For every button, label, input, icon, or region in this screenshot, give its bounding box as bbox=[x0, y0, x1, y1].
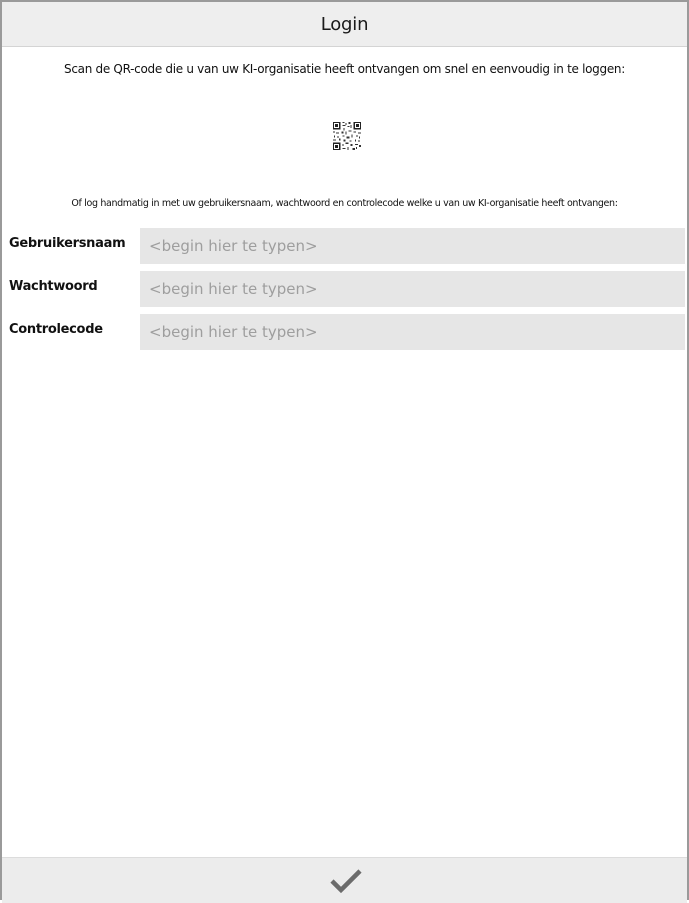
control-code-label: Controlecode bbox=[9, 322, 103, 337]
page-title: Login bbox=[320, 13, 369, 35]
qr-code-icon bbox=[332, 121, 362, 151]
password-input[interactable] bbox=[140, 271, 685, 307]
qr-instructions: Scan de QR-code die u van uw KI-organisatie heeft ontvangen om snel en eenvoudig in te loggen: bbox=[64, 62, 625, 76]
title-bar bbox=[2, 2, 687, 47]
control-code-input[interactable] bbox=[140, 314, 685, 350]
checkmark-icon bbox=[329, 868, 363, 894]
control-code-row bbox=[2, 314, 687, 350]
username-input[interactable] bbox=[140, 228, 685, 264]
username-row bbox=[2, 228, 687, 264]
username-label: Gebruikersnaam bbox=[9, 236, 126, 251]
password-row bbox=[2, 271, 687, 307]
manual-login-instructions: Of log handmatig in met uw gebruikersnaam, wachtwoord en controlecode welke u van uw KI-organisatie heeft ontvangen: bbox=[71, 198, 618, 209]
bottom-action-bar bbox=[2, 857, 687, 903]
confirm-login-button[interactable] bbox=[324, 864, 368, 898]
password-label: Wachtwoord bbox=[9, 279, 98, 294]
